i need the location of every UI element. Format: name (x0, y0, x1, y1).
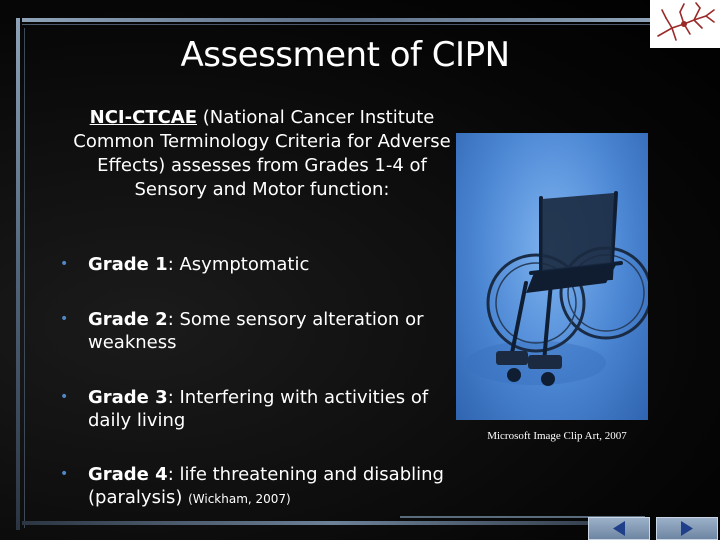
frame-top-line (22, 18, 650, 22)
previous-slide-button[interactable] (588, 517, 650, 540)
grade-label: Grade 4 (88, 464, 168, 485)
wheelchair-icon (456, 133, 648, 420)
grade-text: : Interfering with activities of daily living (88, 387, 429, 431)
intro-paragraph (64, 106, 460, 202)
slide-title: Assessment of CIPN (180, 35, 510, 75)
intro-abbreviation: NCI-CTCAE (89, 107, 198, 128)
intro-text: (National Cancer Institute Common Terminology Criteria for Adverse Effects) assesses from Grades 1-4 of Sensory and Motor function: (73, 107, 451, 200)
citation: (Wickham, 2007) (188, 492, 291, 506)
next-slide-button[interactable] (656, 517, 718, 540)
triangle-left-icon (589, 518, 649, 539)
wheelchair-image (456, 133, 648, 420)
frame-left-thin-line (24, 28, 25, 528)
grade-label: Grade 3 (88, 387, 168, 408)
bullet-icon: • (60, 311, 69, 327)
list-item (60, 386, 460, 432)
frame-bottom-line (22, 521, 642, 525)
image-caption: Microsoft Image Clip Art, 2007 (487, 430, 627, 442)
triangle-right-icon (657, 518, 717, 539)
grade-label: Grade 2 (88, 309, 168, 330)
grade-text: : Some sensory alteration or weakness (88, 309, 424, 353)
frame-top-thin-line (22, 24, 650, 25)
grade-text: : Asymptomatic (167, 254, 310, 275)
bullet-icon: • (60, 466, 69, 482)
grade-text: : life threatening and disabling (paralysis) (88, 464, 444, 508)
bullet-icon: • (60, 256, 69, 272)
list-item (60, 463, 460, 511)
frame-left-line (16, 18, 20, 530)
bullet-icon: • (60, 389, 69, 405)
list-item (60, 308, 460, 354)
list-item (60, 253, 460, 276)
grade-label: Grade 1 (88, 254, 168, 275)
